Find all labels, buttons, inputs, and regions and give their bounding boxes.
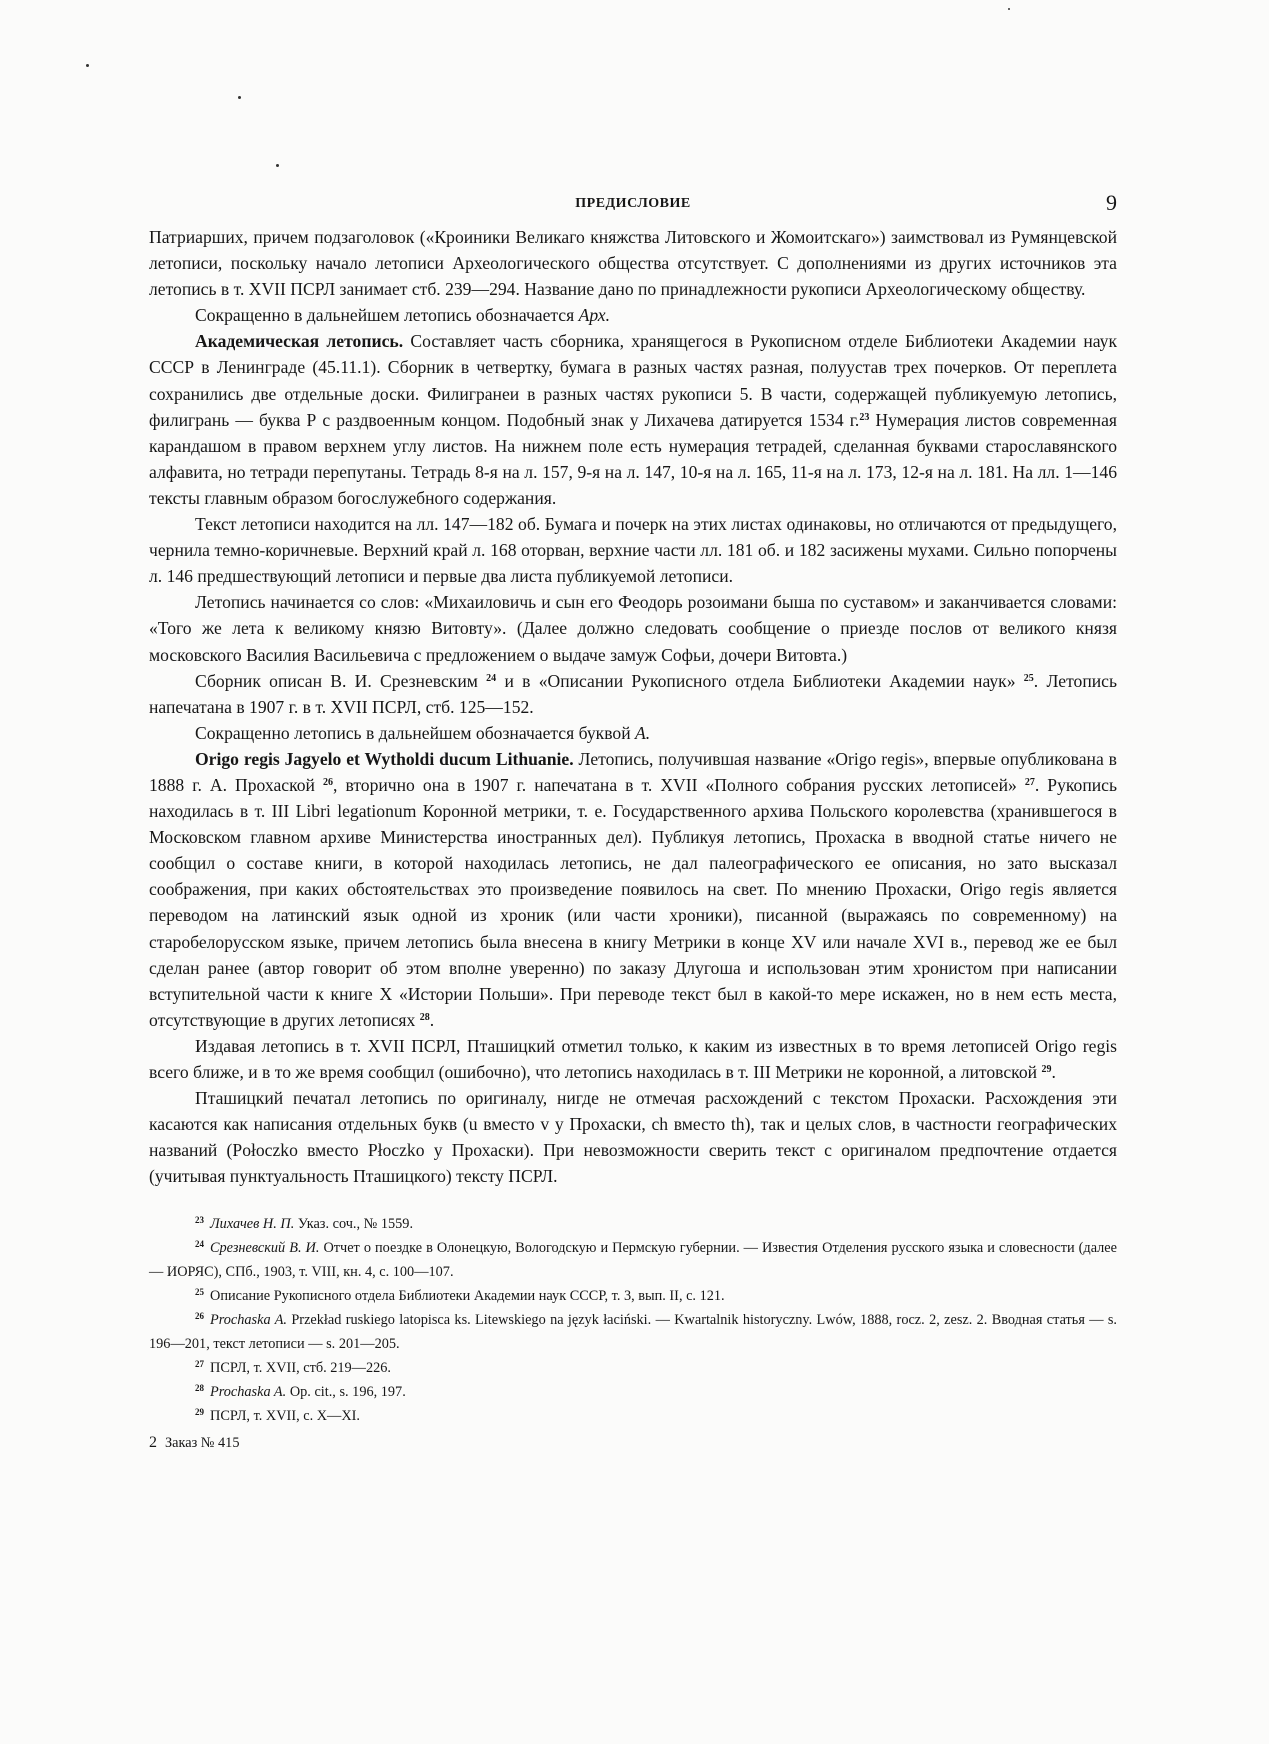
paragraph-1: Патриарших, причем подзаголовок («Кроиники Великаго княжства Литовского и Жомоитскаго») заимствовал из Румянцевской летописи, поскольку начало летописи Археологического общества отсутствует. С дополнениями из других источников эта летопись в т. XVII ПСРЛ занимает стб. 239—294. Название дано по принадлежности рукописи Археологическому обществу. <box>149 227 1117 300</box>
footnote: $^{24}$ Срезневский В. И. Отчет о поездке в Олонецкую, Вологодскую и Пермскую губернии. — Известия Отделения русского языка и словесности (далее — ИОРЯС), СПб., 1903, т. VIII, кн. 4, с. 100—107. <box>149 1239 1118 1281</box>
paragraph-origo-regis: Origo regis Jagyelo et Wytholdi ducum Lithuanie. Летопись, получившая название «Origo regis», впервые опубликована в 1888 г. А. Прохаской $^{26}$, вторично она в 1907 г. напечатана в т. XVII «Полного собрания русских летописей» $^{27}$. Рукопись находилась в т. III Libri legationum Коронной метрики, т. е. Государственного архива Польского королевства (хранившегося в Московском главном архиве Министерства иностранных дел). Публикуя летопись, Прохаска в вводной статье ничего не сообщил о составе книги, в которой находилась летопись, не дал палеографического ее описания, но зато высказал соображения, при каких обстоятельствах это произведение появилось на свет. По мнению Прохаски, Origo regis является переводом на латинский язык одной из хроник (или части хроники), писанной (выражаясь по современному) на старобелорусском языке, причем летопись была внесена в книгу Метрики в конце XV или начале XVI в., перевод же ее был сделан ранее (автор говорит об этом вполне уверенно) по заказу Длугоша и использован этим хронистом при написании вступительной части к книге X «Истории Польши». При переводе текст был в какой-то мере искажен, но в нем есть места, отсутствующие в других летописях $^{28}$. <box>149 748 1117 1030</box>
paragraph-9: Издавая летопись в т. XVII ПСРЛ, Пташицкий отметил только, к каким из известных в то время летописей Origo regis всего ближе, и в то же время сообщил (ошибочно), что летопись находилась в т. III Метрики не коронной, а литовской $^{29}$. <box>149 1035 1117 1082</box>
paragraph-5: Летопись начинается со слов: «Михаиловичь и сын его Феодорь розоимани быша по суставом» и заканчивается словами: «Того же лета к великому князю Витовту». (Далее должно следовать сообщение о приезде послов от великого князя московского Василия Васильевича с предложением о выдаче замуж Софьи, дочери Витовта.) <box>149 592 1117 665</box>
paragraph-6: Сборник описан В. И. Срезневским $^{24}$ и в «Описании Рукописного отдела Библиотеки Академии наук» $^{25}$. Летопись напечатана в 1907 г. в т. XVII ПСРЛ, стб. 125—152. <box>149 670 1118 717</box>
footnote: $^{27}$ ПСРЛ, т. XVII, стб. 219—226. <box>195 1358 392 1376</box>
document-page <box>149 190 1117 1456</box>
print-speck <box>276 164 279 167</box>
footnote: $^{25}$ Описание Рукописного отдела Библиотеки Академии наук СССР, т. 3, вып. II, с. 121. <box>195 1287 725 1305</box>
paragraph-4: Текст летописи находится на лл. 147—182 об. Бумага и почерк на этих листах одинаковы, но отличаются от предыдущего, чернила темно-коричневые. Верхний край л. 168 оторван, верхние части лл. 181 об. и 182 засижены мухами. Сильно попорчены л. 146 предшествующий летописи и первые два листа публикуемой летописи. <box>149 514 1117 587</box>
section-title: Origo regis Jagyelo et Wytholdi ducum Lithuanie. <box>195 748 574 769</box>
footnote-ref: 26 <box>323 776 334 788</box>
footnote: $^{23}$ Лихачев Н. П. Указ. соч., № 1559. <box>195 1215 414 1233</box>
footnote: $^{28}$ Prochaska A. Op. cit., s. 196, 197. <box>195 1382 406 1400</box>
paragraph-academic-chronicle: Академическая летопись. Составляет часть сборника, хранящегося в Рукописном отделе Библиотеки Академии наук СССР в Ленинграде (45.11.1). Сборник в четвертку, бумага в разных частях разная, полуустав трех почерков. От переплета сохранились две отдельные доски. Филигранеи в разных частях рукописи 5. В части, содержащей публикуемую летопись, филигрань — буква Р с раздвоенным концом. Подобный знак у Лихачева датируется 1534 г.$^{23}$ Нумерация листов современная карандашом в правом верхнем углу листов. На нижнем поле есть нумерация тетрадей, сделанная буквами старославянского алфавита, но тетради перепутаны. Тетрадь 8-я на л. 157, 9-я на л. 147, 10-я на л. 165, 11-я на л. 173, 12-я на л. 181. На лл. 1—146 тексты главным образом богослужебного содержания. <box>149 331 1117 508</box>
page-header <box>149 190 1117 224</box>
page-number: 9 <box>1106 190 1117 215</box>
footnote-ref: 23 <box>859 411 870 423</box>
footnote-ref: 28 <box>419 1011 430 1023</box>
print-speck <box>86 64 89 67</box>
printer-signature <box>149 1431 1117 1456</box>
running-title: ПРЕДИСЛОВИЕ <box>575 196 691 211</box>
paragraph-10: Пташицкий печатал летопись по оригиналу, нигде не отмечая расхождений с текстом Прохаски. Расхождения эти касаются как написания отдельных букв (u вместо v у Прохаски, ch вместо th), так и целых слов, в частности географических названий (Połoczko вместо Płoczko у Прохаски). При невозможности сверить текст с оригиналом предпочтение отдается (учитывая пунктуальность Пташицкого) тексту ПСРЛ. <box>149 1088 1117 1187</box>
footnote: $^{26}$ Prochaska A. Przekład ruskiego latopisca ks. Litewskiego na język łaciński. — Kwartalnik historyczny. Lwów, 1888, rocz. 2, zesz. 2. Вводная статья — s. 196—201, текст летописи — s. 201—205. <box>149 1311 1117 1352</box>
footnotes <box>149 1213 1117 1428</box>
order-number: Заказ № 415 <box>165 1434 240 1451</box>
footnote-ref: 29 <box>1041 1064 1052 1075</box>
print-speck <box>1008 8 1010 10</box>
footnote-ref: 24 <box>486 672 497 684</box>
abbreviation: Арх. <box>578 305 611 326</box>
footnote-ref: 25 <box>1023 672 1034 684</box>
section-title: Академическая летопись. <box>195 331 404 352</box>
footnote: $^{29}$ ПСРЛ, т. XVII, с. X—XI. <box>195 1406 360 1424</box>
print-speck <box>238 96 241 99</box>
sheet-number: 2 <box>149 1433 157 1451</box>
paragraph-2: Сокращенно в дальнейшем летопись обозначается Арх. <box>195 305 611 326</box>
paragraph-7: Сокращенно летопись в дальнейшем обозначается буквой А. <box>195 722 651 743</box>
abbreviation: А. <box>635 722 651 743</box>
footnote-ref: 27 <box>1024 776 1035 788</box>
body-text <box>149 224 1117 1189</box>
